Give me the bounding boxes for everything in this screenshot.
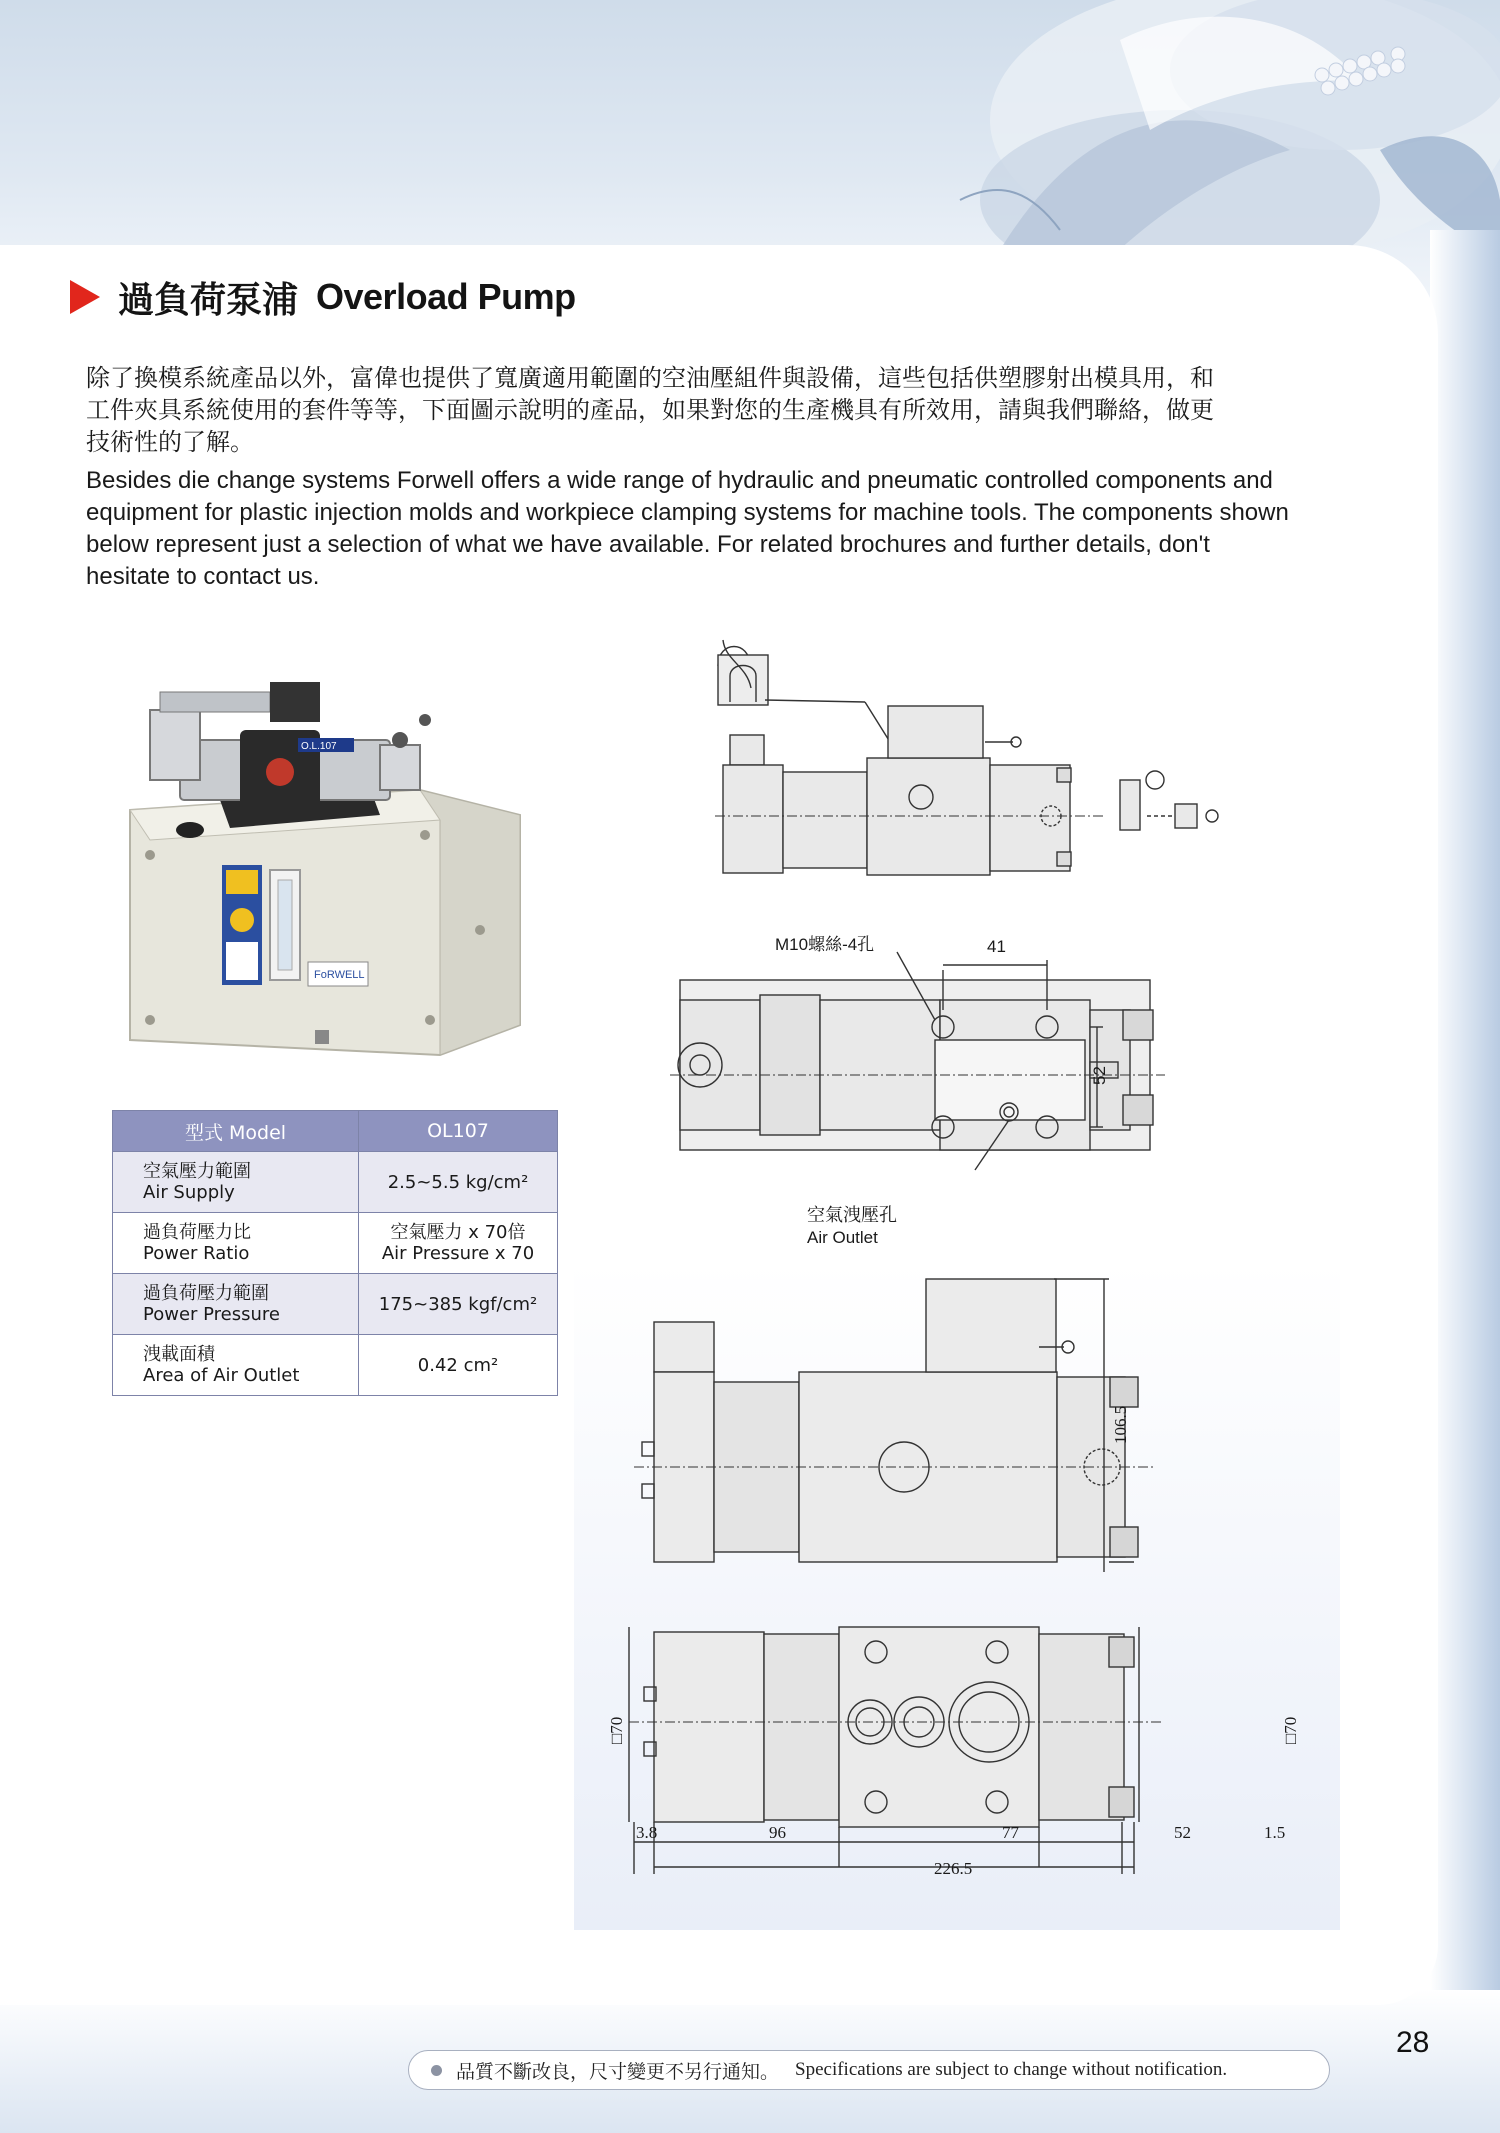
dim-96: 96 [769,1823,786,1842]
spec-row-zh: 空氣壓力範圍 [143,1161,251,1182]
spec-row-en: Air Supply [143,1182,235,1203]
table-row [113,1274,558,1335]
technical-drawing-lower [574,1262,1340,1930]
spec-row-value-zh: 空氣壓力 x 70倍 [390,1222,526,1243]
intro-en-line: below represent just a selection of what we have available. For related brochures and further details, don't [86,531,1210,558]
intro-zh-line: 技術性的了解。 [86,428,254,456]
dim-1-5: 1.5 [1264,1823,1286,1842]
spec-table [112,1110,558,1396]
page-number: 28 [1396,2026,1430,2059]
spec-row-zh: 過負荷壓力比 [143,1222,251,1243]
spec-header-label: 型式 Model [113,1111,359,1152]
dim-41: 41 [987,937,1006,956]
spec-row-value: 0.42 cm² [359,1335,558,1396]
bullet-dot-icon [431,2065,442,2076]
spec-header-model: OL107 [359,1111,558,1152]
intro-zh-line: 除了換模系統產品以外，富偉也提供了寬廣適用範圍的空油壓組件與設備，這些包括供塑膠射出模具用，和 [86,364,1214,392]
spec-row-value: 175~385 kgf/cm² [359,1274,558,1335]
photo-unit-label: O.L.107 [301,741,337,752]
intro-zh-line: 工件夾具系統使用的套件等等，下面圖示說明的產品，如果對您的生產機具有所效用，請與我們聯絡，做更 [86,396,1214,424]
dim-52-horizontal: 52 [1174,1823,1191,1842]
spec-row-en: Power Pressure [143,1304,281,1325]
spec-row-en: Area of Air Outlet [143,1365,300,1386]
spec-header-row [113,1111,558,1152]
dim-70-left: □70 [607,1716,626,1744]
heading-en: Overload Pump [316,276,576,317]
intro-en-line: hesitate to contact us. [86,563,320,590]
dim-3-8: 3.8 [636,1823,658,1842]
dim-52-vertical: 52 [1090,1066,1109,1085]
intro-en-line: equipment for plastic injection molds and workpiece clamping systems for machine tools. The components shown [86,499,1289,526]
technical-drawing-lower-panel [574,1262,1340,1930]
air-outlet-zh: 空氣洩壓孔 [807,1205,897,1226]
footer-notice [408,2050,1330,2090]
heading-zh: 過負荷泵浦 [118,279,299,321]
table-row [113,1213,558,1274]
spec-row-zh: 洩載面積 [143,1344,215,1365]
intro-en-line: Besides die change systems Forwell offers a wide range of hydraulic and pneumatic controlled components and [86,467,1273,494]
spec-row-value: 2.5~5.5 kg/cm² [359,1152,558,1213]
spec-row-value: Air Pressure x 70 [381,1243,535,1264]
dim-70-right: □70 [1281,1716,1300,1744]
intro-chinese [86,362,1336,458]
footer-en: Specifications are subject to change without notification. [795,2059,1228,2080]
air-outlet-en: Air Outlet [807,1228,878,1247]
footer-zh: 品質不斷改良，尺寸變更不另行通知。 [456,2060,780,2083]
intro-english [86,465,1356,593]
side-gradient-rail [1430,230,1500,2030]
photo-brand: FoRWELL [314,969,365,981]
technical-drawing-upper [575,630,1355,1250]
dim-106-5: 106.5 [1111,1405,1130,1444]
table-row [113,1152,558,1213]
dim-77: 77 [1002,1823,1019,1842]
spec-row-zh: 過負荷壓力範圍 [143,1283,269,1304]
table-row [113,1335,558,1396]
bolt-label: M10螺絲-4孔 [775,935,875,954]
spec-row-en: Power Ratio [143,1243,250,1264]
play-triangle-icon [70,280,100,314]
section-heading [70,272,576,322]
dim-226-5: 226.5 [934,1859,973,1878]
product-photo [120,680,530,1060]
